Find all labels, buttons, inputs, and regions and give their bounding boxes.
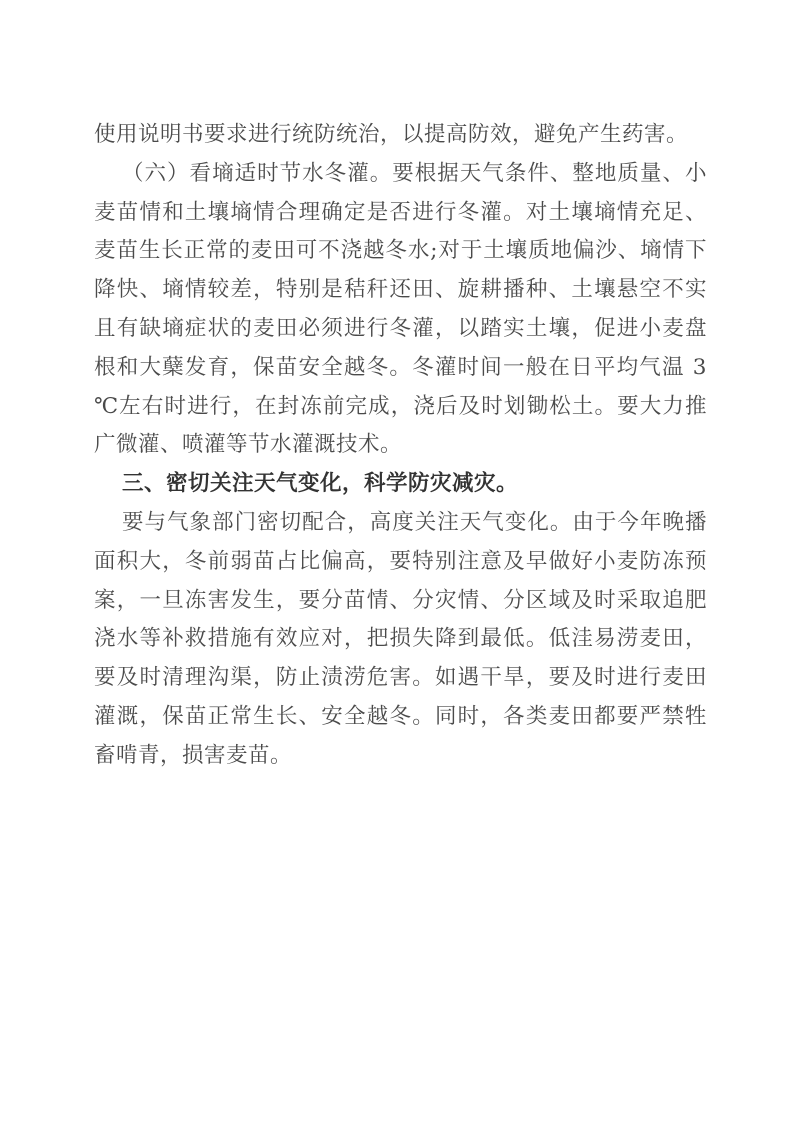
section-six-lead: （六）看墒适时节水冬灌。 [122, 160, 393, 186]
section-six-body: 要根据天气条件、整地质量、小麦苗情和土壤墒情合理确定是否进行冬灌。对土壤墒情充足、麦苗生长正常的麦田可不浇越冬水;对于土壤质地偏沙、墒情下降快、墒情较差，特别是秸秆还田、旋耕播种、土壤悬空不实且有缺墒症状的麦田必须进行冬灌，以踏实土壤，促进小麦盘根和大蘖发育，保苗安全越冬。冬灌时间一般在日平均气温 3 ℃左右时进行，在封冻前完成，浇后及时划锄松土。要大力推广微灌、喷灌等节水灌溉技术。 [94, 160, 707, 458]
section-three-heading: 三、密切关注天气变化，科学防灾减灾。 [122, 471, 519, 497]
paragraph-pesticide-continuation: 使用说明书要求进行统防统治，以提高防效，避免产生药害。 [94, 122, 689, 147]
paragraph-section-six [94, 155, 707, 465]
paragraph-section-three: 要与气象部门密切配合，高度关注天气变化。由于今年晚播面积大，冬前弱苗占比偏高，要特别注意及早做好小麦防冻预案，一旦冻害发生，要分苗情、分灾情、分区域及时采取追肥浇水等补救措施有效应对，把损失降到最低。低洼易涝麦田，要及时清理沟渠，防止渍涝危害。如遇干旱，要及时进行麦田灌溉，保苗正常生长、安全越冬。同时，各类麦田都要严禁牲畜啃青，损害麦苗。 [94, 509, 707, 768]
